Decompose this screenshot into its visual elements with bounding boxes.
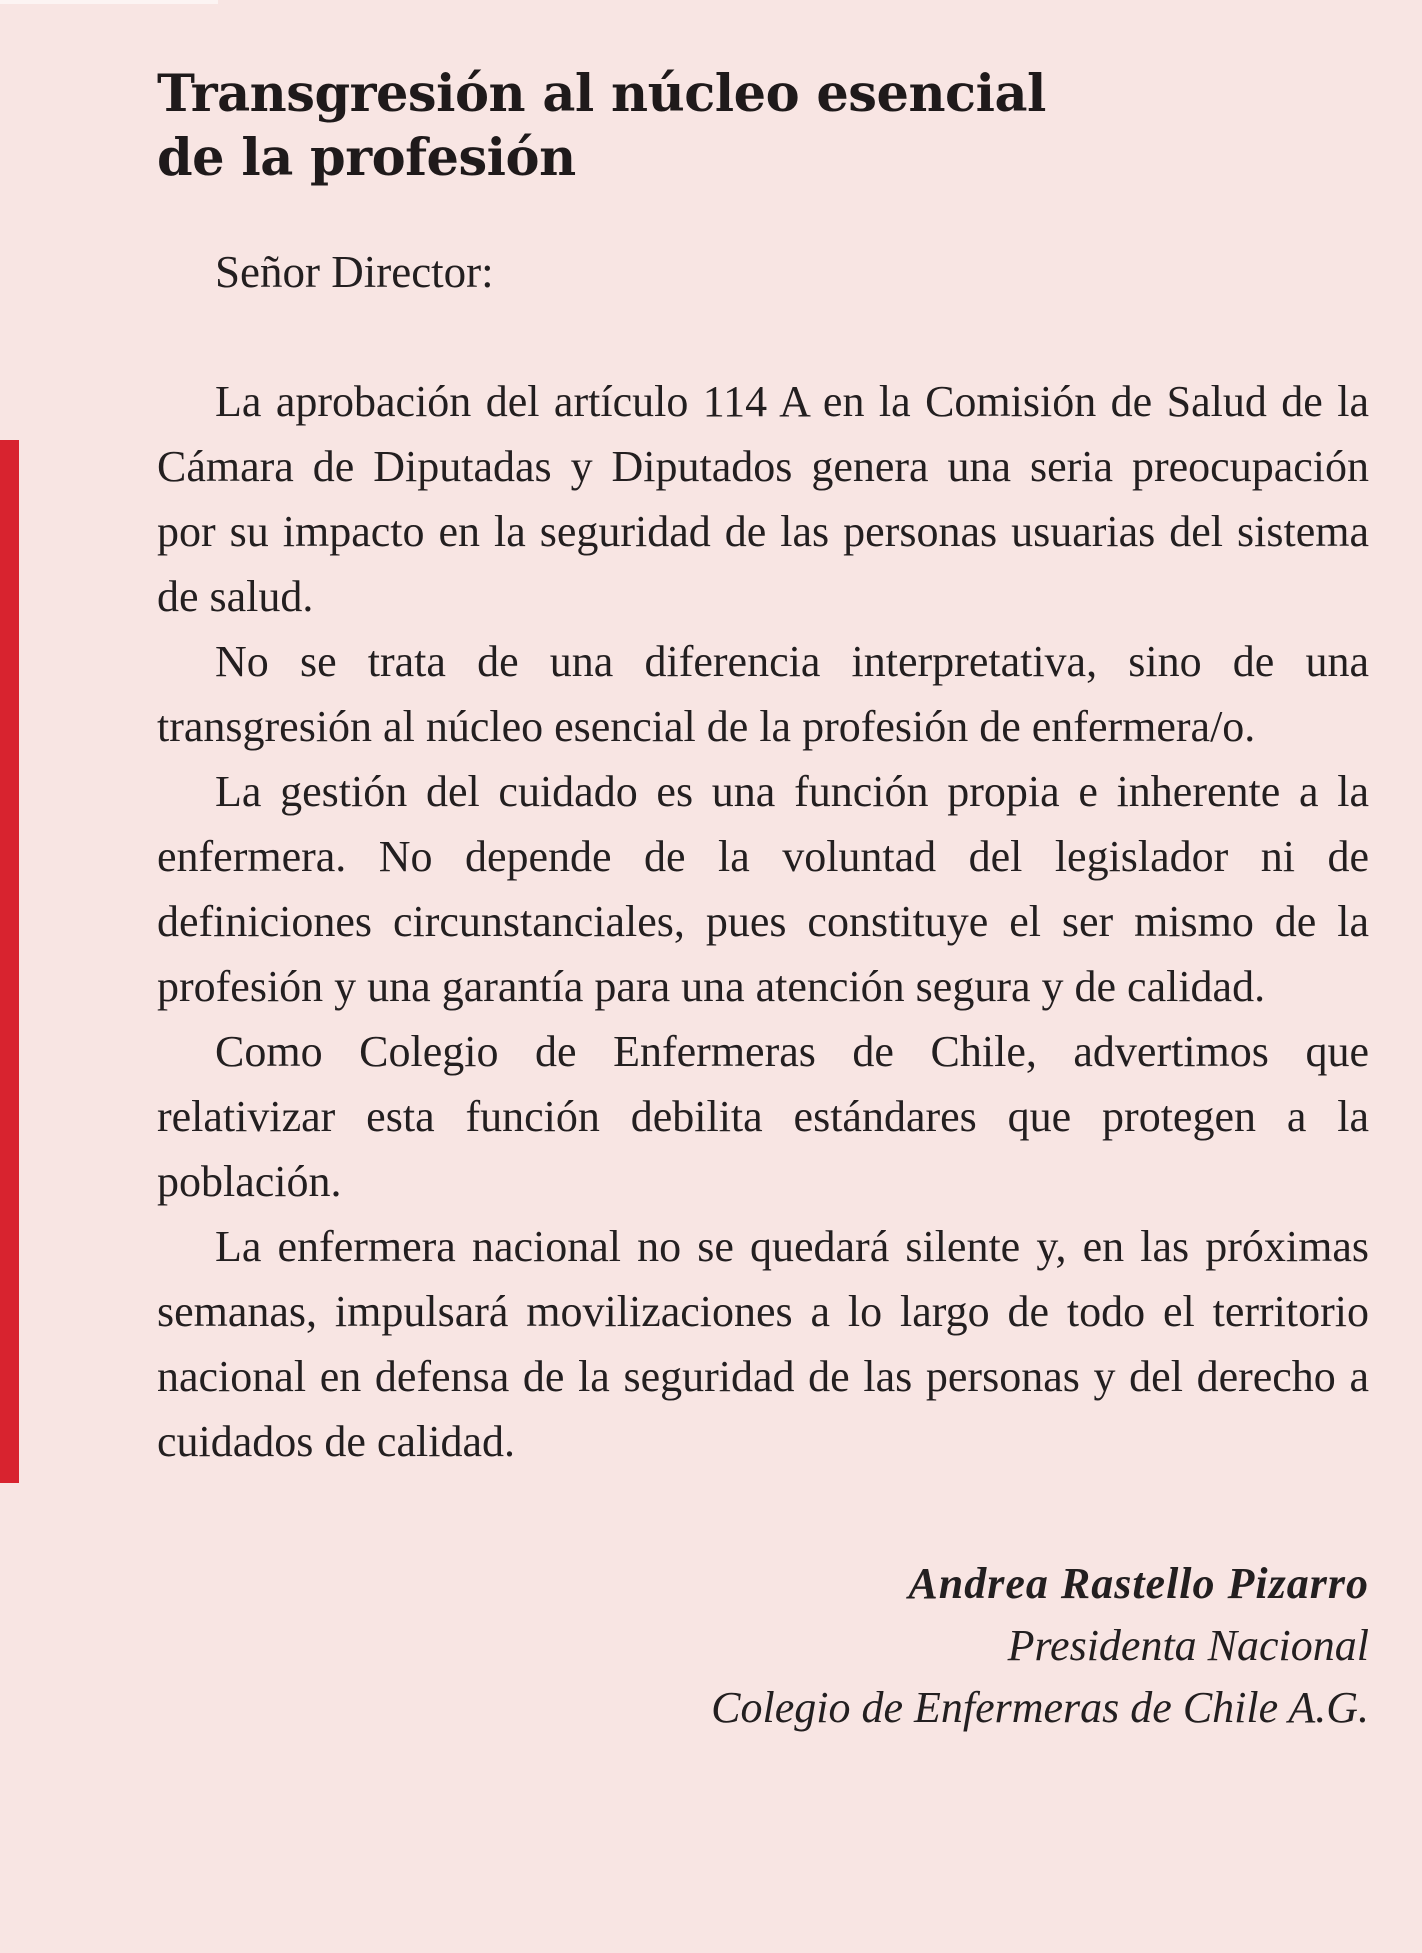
- signer-name: Andrea Rastello Pizarro: [908, 1559, 1369, 1608]
- signature-block: [157, 1553, 1369, 1739]
- accent-bar: [0, 440, 19, 1483]
- paragraph-2: No se trata de una diferencia interpretativa, sino de una transgresión al núcleo esencial de la profesión de enfermera/o.: [157, 637, 1369, 751]
- headline-line-2: de la profesión: [157, 128, 576, 188]
- signer-organization: Colegio de Enfermeras de Chile A.G.: [711, 1683, 1369, 1732]
- paragraph-4: Como Colegio de Enfermeras de Chile, advertimos que relativizar esta función debilita estándares que protegen a la población.: [157, 1027, 1369, 1206]
- letter-body: [157, 369, 1369, 1474]
- headline: [157, 62, 1369, 190]
- salutation: Señor Director:: [215, 247, 494, 297]
- headline-line-1: Transgresión al núcleo esencial: [157, 64, 1046, 124]
- top-edge-strip: [0, 0, 218, 4]
- paragraph-1: La aprobación del artículo 114 A en la Comisión de Salud de la Cámara de Diputadas y Diputados genera una seria preocupación por su impacto en la seguridad de las personas usuarias del sistema de salud.: [157, 377, 1369, 621]
- paragraph-5: La enfermera nacional no se quedará silente y, en las próximas semanas, impulsará movilizaciones a lo largo de todo el territorio nacional en defensa de la seguridad de las personas y del derecho a cuidados de calidad.: [157, 1222, 1369, 1466]
- letter-to-editor: [157, 62, 1369, 1739]
- signer-role: Presidenta Nacional: [1007, 1621, 1369, 1670]
- paragraph-3: La gestión del cuidado es una función propia e inherente a la enfermera. No depende de la voluntad del legislador ni de definiciones circunstanciales, pues constituye el ser mismo de la profesión y una garantía para una atención segura y de calidad.: [157, 767, 1369, 1011]
